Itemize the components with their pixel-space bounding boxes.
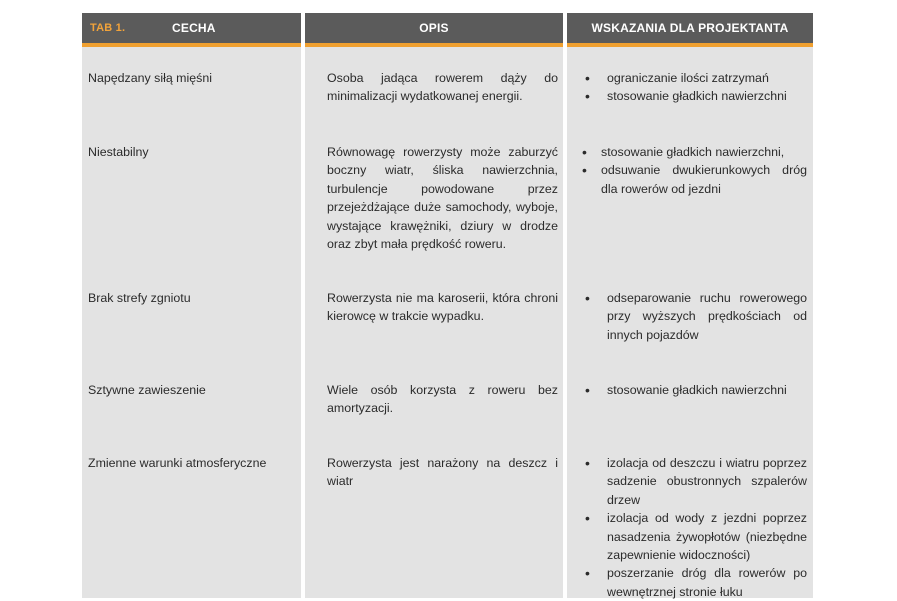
opis-cell: Równowagę rowerzysty może zaburzyć boczny wiatr, śliska nawierzchnia, turbulencje powodowane przez przejeżdżające duże samochody, wyboje, wystające krawężniki, dziury w drodze oraz zbyt mała prędkość roweru.: [327, 145, 558, 252]
feature-table: [82, 13, 813, 598]
list-item: • izolacja od deszczu i wiatru poprzez sadzenie obustronnych szpalerów drzew: [585, 454, 807, 509]
cecha-cell: Zmienne warunki atmosferyczne: [88, 456, 267, 470]
opis-cell: Rowerzysta nie ma karoserii, która chroni kierowcę w trakcie wypadku.: [327, 291, 558, 324]
cecha-cell: Brak strefy zgniotu: [88, 291, 191, 305]
wskazania-list: [585, 289, 807, 344]
column-header-cecha: CECHA: [172, 21, 216, 35]
table-number-label: TAB 1.: [90, 22, 126, 34]
column-header-opis: OPIS: [305, 13, 563, 47]
cecha-cell: Napędzany siłą mięśni: [88, 71, 212, 85]
header-cecha: [82, 13, 301, 47]
column-wskazania: [567, 47, 813, 598]
column-cecha: [82, 47, 301, 598]
column-header-wskazania: WSKAZANIA DLA PROJEKTANTA: [567, 13, 813, 47]
list-item: • odsuwanie dwukierunkowych dróg dla rowerów od jezdni: [582, 161, 807, 198]
list-item: • poszerzanie dróg dla rowerów po wewnętrznej stronie łuku: [585, 564, 807, 601]
opis-cell: Wiele osób korzysta z roweru bez amortyzacji.: [327, 383, 558, 416]
list-item: • ograniczanie ilości zatrzymań: [585, 69, 807, 87]
wskazania-list: [585, 69, 807, 106]
cecha-cell: Niestabilny: [88, 145, 149, 159]
list-item: • odseparowanie ruchu rowerowego przy wyższych prędkościach od innych pojazdów: [585, 289, 807, 344]
cecha-cell: Sztywne zawieszenie: [88, 383, 206, 397]
list-item: • stosowanie gładkich nawierzchni,: [582, 143, 807, 161]
wskazania-list: [585, 381, 807, 399]
wskazania-list: [582, 143, 807, 198]
opis-cell: Osoba jadąca rowerem dąży do minimalizacji wydatkowanej energii.: [327, 71, 558, 104]
wskazania-list: [585, 454, 807, 601]
list-item: • izolacja od wody z jezdni poprzez nasadzenia żywopłotów (niezbędne zapewnienie widoczności): [585, 509, 807, 564]
list-item: • stosowanie gładkich nawierzchni: [585, 87, 807, 105]
opis-cell: Rowerzysta jest narażony na deszcz i wiatr: [327, 456, 558, 489]
list-item: • stosowanie gładkich nawierzchni: [585, 381, 807, 399]
column-opis: [305, 47, 563, 598]
